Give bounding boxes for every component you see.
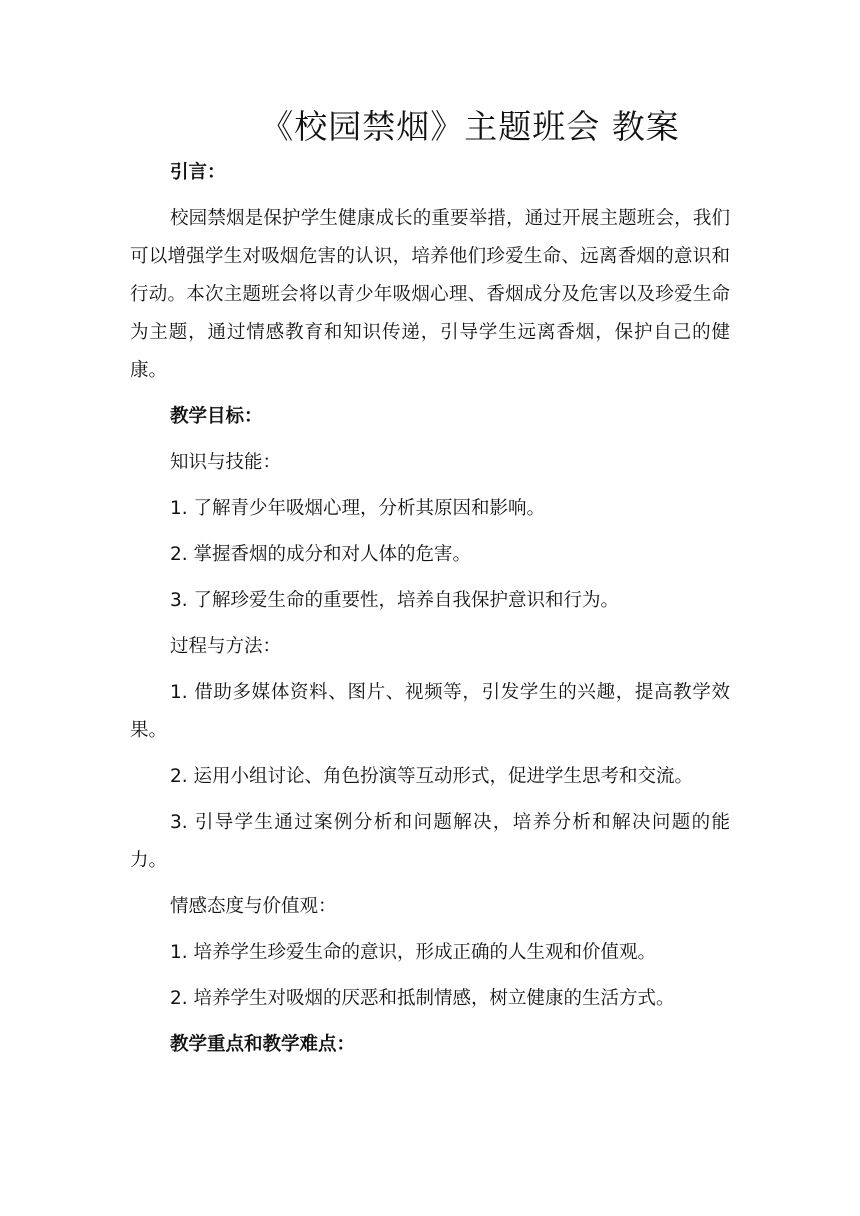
subheading-knowledge: 知识与技能： bbox=[170, 452, 282, 473]
list-item: 1. 了解青少年吸烟心理，分析其原因和影响。 bbox=[170, 498, 546, 519]
list-item: 3. 了解珍爱生命的重要性，培养自我保护意识和行为。 bbox=[170, 590, 620, 611]
list-item: 3. 引导学生通过案例分析和问题解决，培养分析和解决问题的能力。 bbox=[130, 812, 730, 871]
document-title: 《校园禁烟》主题班会 教案 bbox=[260, 107, 680, 146]
section-heading-key-points: 教学重点和教学难点： bbox=[170, 1034, 356, 1055]
list-item: 2. 培养学生对吸烟的厌恶和抵制情感，树立健康的生活方式。 bbox=[170, 988, 675, 1009]
intro-paragraph: 校园禁烟是保护学生健康成长的重要举措，通过开展主题班会，我们可以增强学生对吸烟危害的认识，培养他们珍爱生命、远离香烟的意识和行动。本次主题班会将以青少年吸烟心理、香烟成分及危害以及珍爱生命为主题，通过情感教育和知识传递，引导学生远离香烟，保护自己的健康。 bbox=[130, 208, 730, 381]
list-item: 1. 培养学生珍爱生命的意识，形成正确的人生观和价值观。 bbox=[170, 942, 657, 963]
subheading-emotion: 情感态度与价值观： bbox=[170, 896, 337, 917]
document-body bbox=[130, 154, 730, 1064]
section-heading-goals: 教学目标： bbox=[170, 406, 263, 427]
list-item: 2. 掌握香烟的成分和对人体的危害。 bbox=[170, 544, 472, 565]
list-item: 1. 借助多媒体资料、图片、视频等，引发学生的兴趣，提高教学效果。 bbox=[130, 682, 730, 741]
subheading-process: 过程与方法： bbox=[170, 636, 282, 657]
list-item: 2. 运用小组讨论、角色扮演等互动形式，促进学生思考和交流。 bbox=[170, 766, 694, 787]
section-heading-intro: 引言： bbox=[170, 162, 226, 183]
